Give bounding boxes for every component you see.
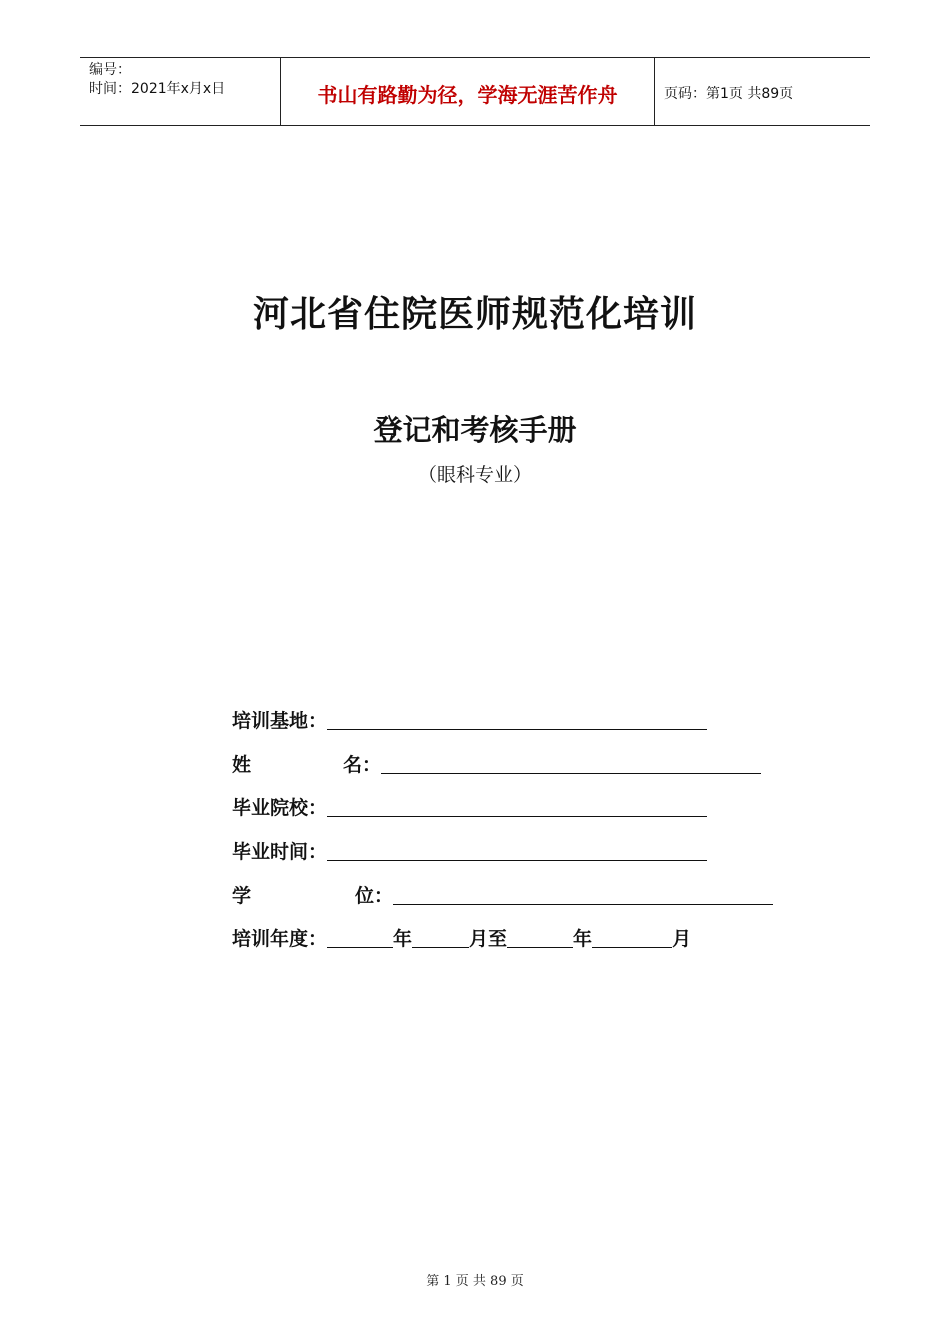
graduate-school-label: 毕业院校： [232,797,328,819]
graduate-school-row [232,790,707,820]
header-motto: 书山有路勤为径，学海无涯苦作舟 [281,58,655,125]
degree-field[interactable] [393,882,773,905]
graduation-time-field[interactable] [327,838,707,861]
end-month-unit: 月 [672,928,692,950]
header-page-info: 页码：第1页 共89页 [664,86,794,102]
degree-row [232,878,773,908]
document-time-label: 时间：2021年x月x日 [89,81,226,97]
end-month-field[interactable] [592,925,672,948]
document-number-label: 编号： [89,62,131,78]
month-to-label: 月至 [469,928,508,950]
document-subtitle: 登记和考核手册 [373,413,577,447]
training-year-row [232,921,691,951]
end-year-unit: 年 [573,928,593,950]
header-meta [80,58,281,125]
start-month-field[interactable] [412,925,469,948]
end-year-field[interactable] [507,925,573,948]
name-row [232,747,761,777]
graduate-school-field[interactable] [327,794,707,817]
name-field[interactable] [381,751,761,774]
training-year-label: 培训年度： [232,928,328,950]
name-label-part1: 姓 [232,754,252,776]
page-footer: 第 1 页 共 89 页 [426,1274,524,1289]
document-title: 河北省住院医师规范化培训 [252,294,697,335]
degree-label-part2: 位： [355,885,394,907]
name-label-part2: 名： [343,754,382,776]
graduation-time-label: 毕业时间： [232,841,328,863]
specialty-label: （眼科专业） [417,464,532,486]
training-base-field[interactable] [327,707,707,730]
training-base-label: 培训基地： [232,710,328,732]
training-base-row [232,703,707,733]
degree-label-part1: 学 [232,885,252,907]
graduation-time-row [232,834,707,864]
start-year-field[interactable] [327,925,393,948]
start-year-unit: 年 [393,928,413,950]
page-header [80,57,870,126]
